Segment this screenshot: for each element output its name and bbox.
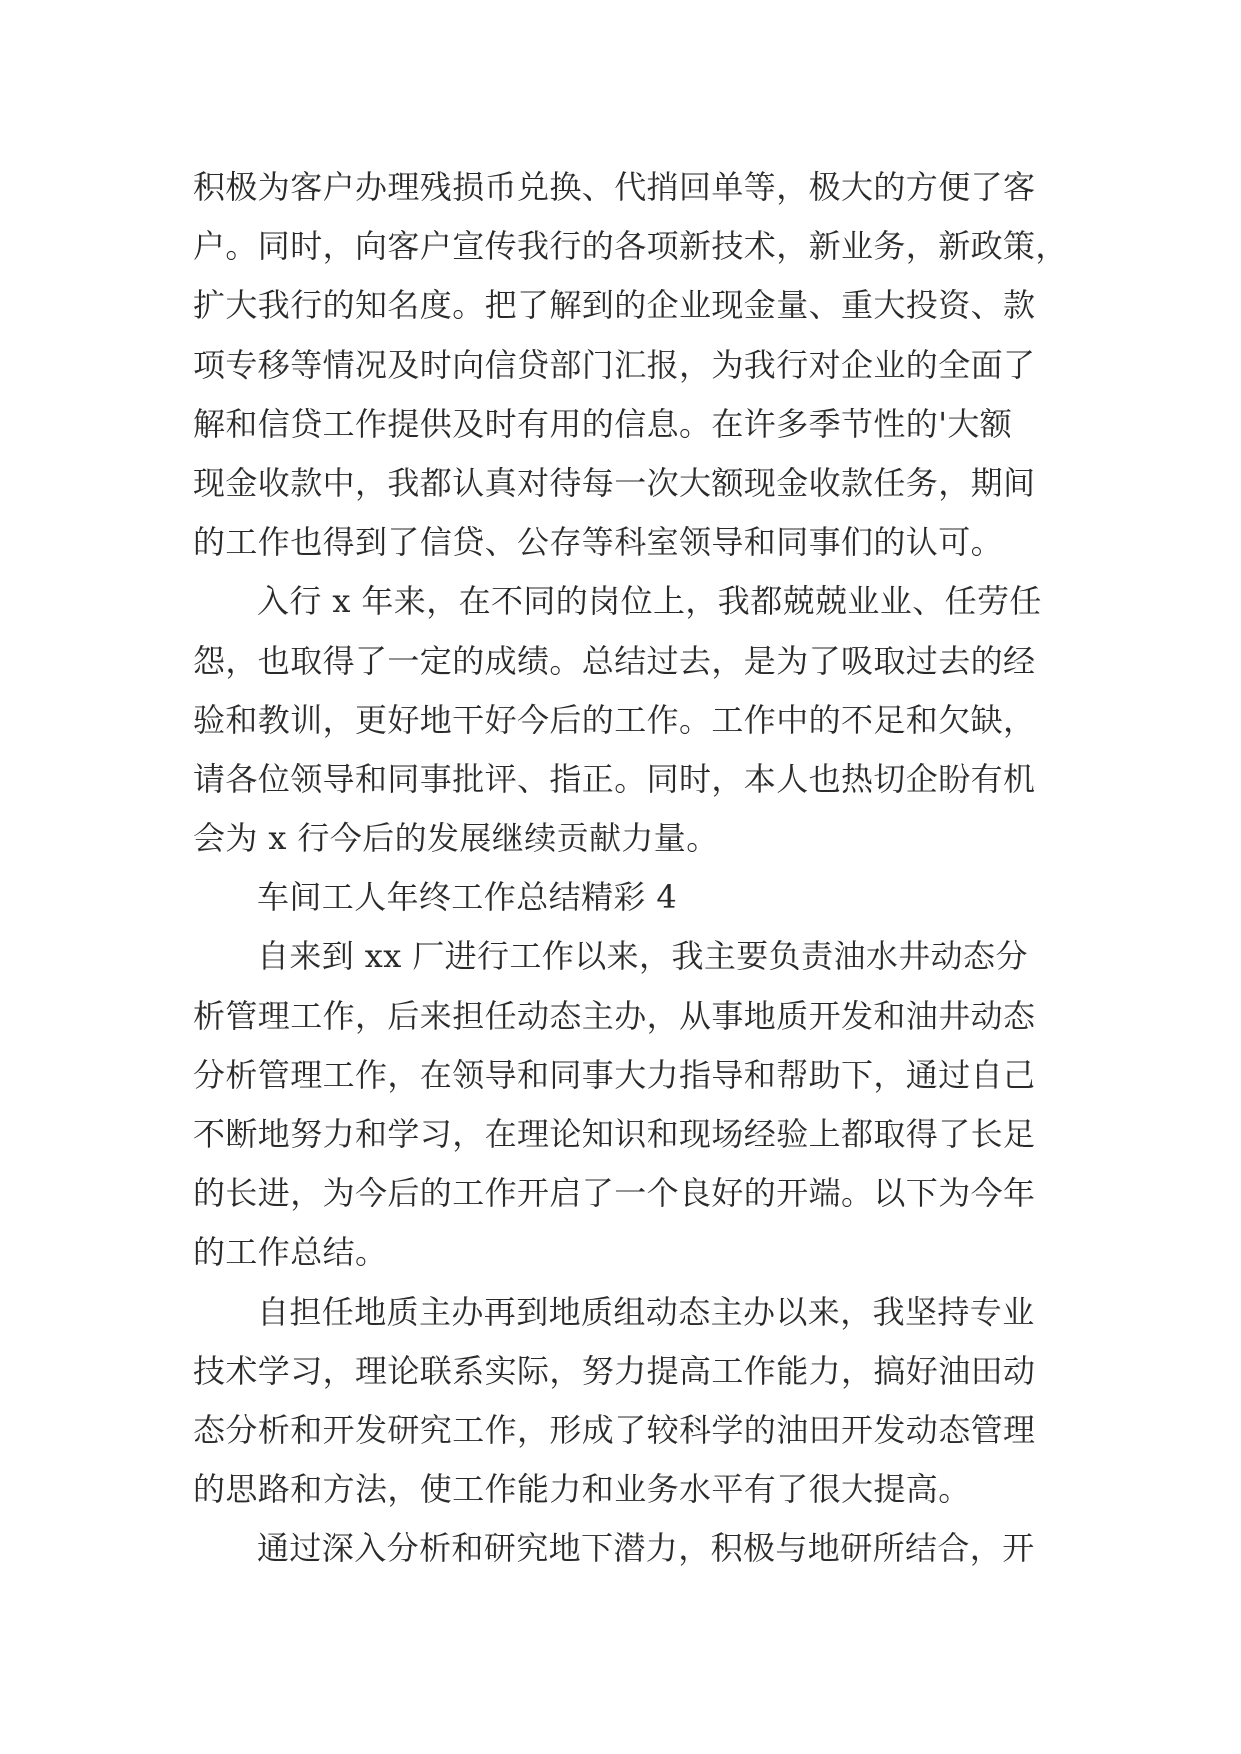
text-line: 通过深入分析和研究地下潜力，积极与地研所结合，开 bbox=[257, 1529, 1035, 1568]
paragraph-3 bbox=[193, 927, 1053, 1282]
paragraph-5 bbox=[193, 1519, 1053, 1578]
section-heading bbox=[193, 868, 1053, 927]
text-line: 不断地努力和学习，在理论知识和现场经验上都取得了长足 bbox=[193, 1115, 1036, 1153]
text-line: 解和信贷工作提供及时有用的信息。在许多季节性的'大额 bbox=[193, 404, 1013, 443]
text-line: 技术学习，理论联系实际，努力提高工作能力，搞好油田动 bbox=[193, 1351, 1036, 1390]
text-line: 的工作总结。 bbox=[193, 1233, 388, 1272]
text-line: 的长进，为今后的工作开启了一个良好的开端。以下为今年 bbox=[193, 1174, 1036, 1213]
text-line: 项专移等情况及时向信贷部门汇报，为我行对企业的全面了 bbox=[193, 345, 1036, 384]
text-line: 入行 x 年来，在不同的岗位上，我都兢兢业业、任劳任 bbox=[257, 582, 1042, 621]
text-line: 的思路和方法，使工作能力和业务水平有了很大提高。 bbox=[193, 1470, 971, 1509]
text-line: 户。同时，向客户宣传我行的各项新技术，新业务，新政策， bbox=[193, 227, 1068, 266]
text-line: 现金收款中，我都认真对待每一次大额现金收款任务，期间 bbox=[193, 463, 1036, 502]
text-line: 析管理工作，后来担任动态主办，从事地质开发和油井动态 bbox=[193, 996, 1036, 1035]
paragraph-1 bbox=[193, 158, 1068, 572]
paragraph-2 bbox=[193, 572, 1053, 868]
text-line: 请各位领导和同事批评、指正。同时，本人也热切企盼有机 bbox=[193, 759, 1036, 798]
paragraph-4 bbox=[193, 1283, 1053, 1520]
text-line: 态分析和开发研究工作，形成了较科学的油田开发动态管理 bbox=[193, 1410, 1036, 1449]
text-line: 扩大我行的知名度。把了解到的企业现金量、重大投资、款 bbox=[193, 286, 1036, 325]
text-line: 会为 x 行今后的发展继续贡献力量。 bbox=[193, 819, 719, 858]
document-body bbox=[193, 158, 1068, 1579]
text-line: 的工作也得到了信贷、公存等科室领导和同事们的认可。 bbox=[193, 523, 1004, 562]
text-line: 积极为客户办理残损币兑换、代捎回单等，极大的方便了客 bbox=[193, 168, 1036, 206]
text-line: 验和教训，更好地干好今后的工作。工作中的不足和欠缺， bbox=[193, 700, 1036, 739]
text-line: 怨，也取得了一定的成绩。总结过去，是为了吸取过去的经 bbox=[193, 641, 1036, 680]
section-heading-text: 车间工人年终工作总结精彩 4 bbox=[257, 878, 678, 917]
text-line: 自来到 xx 厂进行工作以来，我主要负责油水井动态分 bbox=[257, 937, 1028, 976]
text-line: 分析管理工作，在领导和同事大力指导和帮助下，通过自己 bbox=[193, 1055, 1036, 1094]
text-line: 自担任地质主办再到地质组动态主办以来，我坚持专业 bbox=[257, 1292, 1035, 1331]
